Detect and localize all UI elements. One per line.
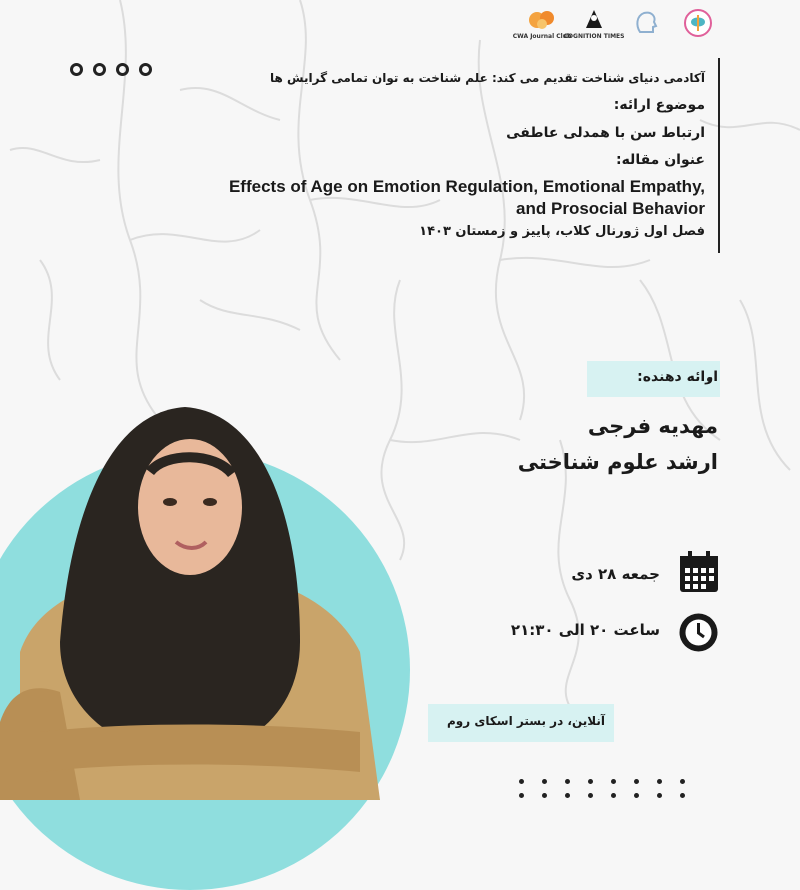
venue-text: آنلاین، در بستر اسکای روم xyxy=(446,714,605,728)
logo-caption: CWA Journal Club xyxy=(512,33,572,40)
presenter-label: ارائه دهنده: xyxy=(637,369,718,385)
brain-logo xyxy=(676,8,720,48)
topic-title: ارتباط سن با همدلی عاطفی xyxy=(506,125,705,141)
circle-icon xyxy=(93,63,106,76)
presenter-degree: ارشد علوم شناختی xyxy=(517,450,718,474)
vertical-divider xyxy=(718,58,720,253)
event-time: ساعت ۲۰ الی ۲۱:۳۰ xyxy=(510,621,660,639)
decorative-dots xyxy=(519,779,719,801)
article-label: عنوان مقاله: xyxy=(615,152,705,168)
decorative-circles xyxy=(70,63,152,76)
cognition-times-logo xyxy=(563,8,625,48)
presenter-name: مهدیه فرجی xyxy=(587,414,718,438)
cwa-journal-club-logo xyxy=(512,8,572,48)
head-logo xyxy=(624,8,668,48)
calendar-icon xyxy=(678,550,720,594)
circle-icon xyxy=(70,63,83,76)
topic-label: موضوع ارائه: xyxy=(613,97,705,113)
logo-caption: COGNITION TIMES xyxy=(563,33,625,40)
presenter-photo xyxy=(0,392,400,800)
event-date: جمعه ۲۸ دی xyxy=(571,565,660,583)
clock-icon xyxy=(677,611,720,654)
circle-icon xyxy=(139,63,152,76)
partner-logos xyxy=(512,8,720,48)
article-title-line1: Effects of Age on Emotion Regulation, Emotional Empathy, xyxy=(228,177,705,196)
intro-text: آکادمی دنیای شناخت تقدیم می کند: علم شناخت به توان تمامی گرایش ها xyxy=(270,71,705,85)
season-text: فصل اول ژورنال کلاب، پاییز و زمستان ۱۴۰۳ xyxy=(419,224,705,239)
circle-icon xyxy=(116,63,129,76)
article-title-line2: and Prosocial Behavior xyxy=(516,199,705,218)
